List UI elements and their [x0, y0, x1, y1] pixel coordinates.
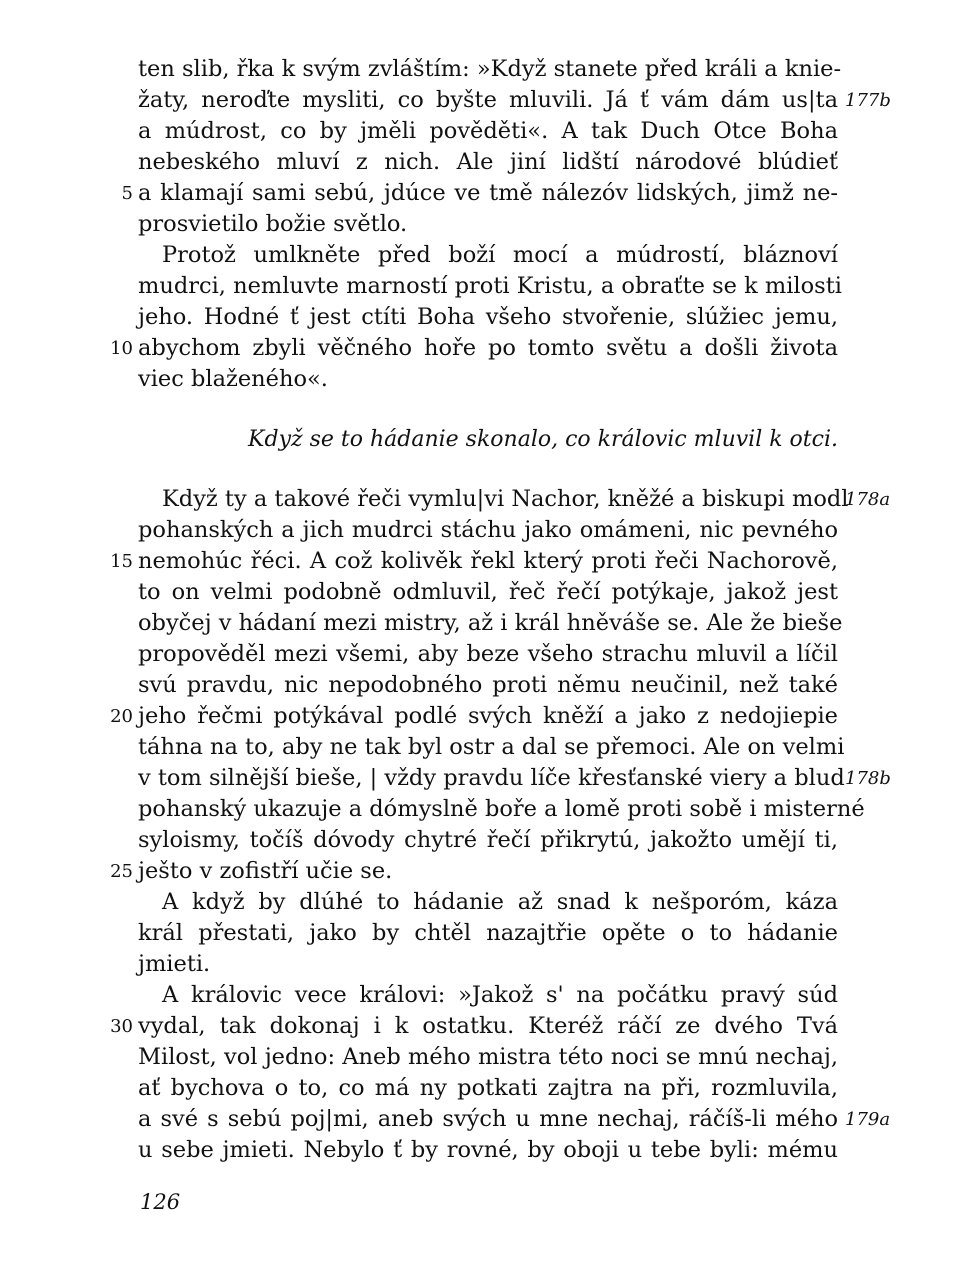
text-line: táhna na to, aby ne tak byl ostr a dal se přemoci. Ale on velmi	[138, 734, 845, 760]
text-line: to on velmi podobně odmluvil, řeč řečí potýkaje, jakož jest	[138, 579, 838, 605]
text-line: a své s sebú poj|mi, aneb svých u mne nechaj, ráčíš-li mého	[138, 1106, 838, 1132]
text-line: jeho. Hodné ť jest ctíti Boha všeho stvořenie, slúžiec jemu,	[138, 304, 838, 330]
text-line: syloismy, točíš dóvody chytré řečí přikrytú, jakožto umějí ti,	[138, 827, 838, 853]
page-number: 126	[140, 1190, 181, 1214]
text-line: jeho řečmi potýkával podlé svých kněží a jako z nedojiepie	[138, 703, 838, 729]
text-line: v tom silnější bieše, | vždy pravdu líče křesťanské viery a blud	[138, 765, 845, 791]
text-line: mudrci, nemluvte marností proti Kristu, a obraťte se k milosti	[138, 273, 842, 299]
folio-mark: 177b	[845, 90, 891, 111]
folio-mark: 178a	[845, 489, 891, 510]
text-line: Protož umlkněte před boží mocí a múdrostí, bláznoví	[162, 242, 838, 268]
line-number: 25	[110, 861, 133, 882]
text-line: propověděl mezi všemi, aby beze všeho strachu mluvil a líčil	[138, 641, 838, 667]
line-number: 15	[110, 551, 133, 572]
text-line: svú pravdu, nic nepodobného proti němu neučinil, než také	[138, 672, 838, 698]
folio-mark: 178b	[845, 768, 891, 789]
line-number: 10	[110, 338, 133, 359]
text-line: prosvietilo božie světlo.	[138, 211, 408, 237]
text-line: obyčej v hádaní mezi mistry, až i král hněváše se. Ale že bieše	[138, 610, 843, 636]
text-line: nebeského mluví z nich. Ale jiní lidští národové blúdieť	[138, 149, 838, 175]
text-line: ten slib, řka k svým zvláštím: »Když stanete před králi a knie-	[138, 56, 842, 82]
text-line: Když ty a takové řeči vymlu|vi Nachor, kněžé a biskupi modl	[162, 486, 849, 512]
text-line: žaty, neroďte mysliti, co byšte mluvili. Já ť vám dám us|ta	[138, 87, 838, 113]
text-line: Milost, vol jedno: Aneb mého mistra této noci se mnú nechaj,	[138, 1044, 838, 1070]
text-line: viec blaženého«.	[138, 366, 328, 392]
line-number: 5	[121, 183, 133, 204]
text-line: ať bychova o to, co má ny potkati zajtra na při, rozmluvila,	[138, 1075, 838, 1101]
text-line: nemohúc řéci. A což kolivěk řekl který proti řeči Nachorově,	[138, 548, 838, 574]
folio-mark: 179a	[845, 1109, 891, 1130]
text-line: A když by dlúhé to hádanie až snad k nešporóm, káza	[162, 889, 838, 915]
text-line: král přestati, jako by chtěl nazajtřie opěte o to hádanie	[138, 920, 838, 946]
section-heading: Když se to hádanie skonalo, co královic mluvil k otci.	[248, 427, 838, 452]
text-line: a múdrost, co by jměli pověděti«. A tak Duch Otce Boha	[138, 118, 838, 144]
text-line: jmieti.	[138, 951, 211, 977]
line-number: 20	[110, 706, 133, 727]
line-number: 30	[110, 1016, 133, 1037]
text-line: pohanský ukazuje a dómyslně boře a lomě proti sobě i misterné	[138, 796, 865, 822]
text-line: ješto v zofistří učie se.	[138, 858, 393, 884]
text-line: u sebe jmieti. Nebylo ť by rovné, by oboji u tebe byli: mému	[138, 1137, 838, 1163]
text-line: a klamají sami sebú, jdúce ve tmě nálezóv lidských, jimž ne-	[138, 180, 838, 206]
text-line: abychom zbyli věčného hoře po tomto světu a došli života	[138, 335, 838, 361]
text-line: pohanských a jich mudrci stáchu jako omámeni, nic pevného	[138, 517, 838, 543]
text-line: A královic vece královi: »Jakož s' na počátku pravý súd	[162, 982, 838, 1008]
text-line: vydal, tak dokonaj i k ostatku. Kteréž ráčí ze dvého Tvá	[138, 1013, 838, 1039]
